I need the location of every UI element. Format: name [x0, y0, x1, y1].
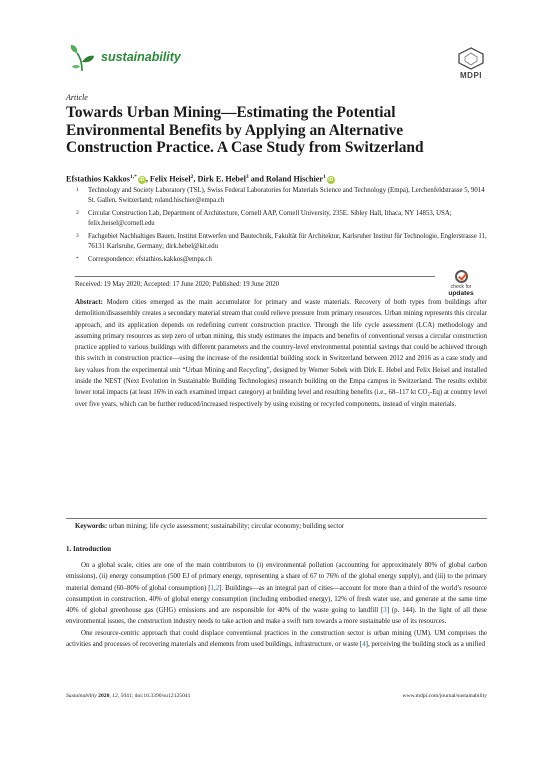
citation-link[interactable]: 2	[215, 584, 220, 592]
check-updates-label: check for	[450, 284, 472, 290]
affiliation-text: Correspondence: efstathios.kakkos@empa.ch	[88, 256, 212, 263]
author-list	[66, 171, 486, 186]
affiliation-number: 1	[76, 187, 79, 193]
footer-volume: 12	[112, 693, 118, 699]
journal-logo-icon	[68, 44, 96, 74]
divider	[66, 518, 487, 519]
article-type: Article	[66, 93, 88, 102]
check-updates-icon	[455, 270, 468, 283]
mdpi-logo-icon	[457, 47, 485, 70]
abstract-label: Abstract:	[75, 299, 103, 306]
author-name[interactable]: , Dirk E. Hebel	[193, 174, 246, 184]
footer-url[interactable]: www.mdpi.com/journal/sustainability	[402, 693, 487, 699]
publisher-name: MDPI	[460, 71, 482, 80]
author-superscript: 1,*	[129, 174, 137, 180]
divider	[75, 276, 435, 277]
footer-citation: Sustainability 2020, 12, 5041; doi:10.3390/su12125041	[66, 693, 191, 699]
abstract	[75, 297, 487, 410]
orcid-icon[interactable]: iD	[328, 176, 334, 183]
affiliation-text: Technology and Society Laboratory (TSL), Swiss Federal Laboratories for Materials Science and Technology (Empa), Lerchenfeldstrasse 5, 9014 St. Gallen, Switzerland; roland.hischier@empa.ch	[88, 187, 485, 205]
paragraph: On a global scale, cities are one of the main contributors to (i) environmental pollution (accounting for approximately 80% of global carbon emissions), (ii) energy consumption (500 EJ of primary energy, representing a share of 67 to 76% of the global energy supply), and (iii) to the primary material demand (60–80% of global consumption) [1,2]. Buildings—as an integral part of cities—account for more than a third of the world’s resource consumption in construction, 40% of global energy consumption (including embodied energy), 12% of fresh water use, and generate at the same time 40% of global greenhouse gas (GHG) emissions and are responsible for 40% of the waste going to landfill [3] (p. 144). In the light of all these environmental issues, the construction industry needs to take action and make a swift turn towards a more sustainable use of its resources.	[66, 562, 487, 626]
keywords-label: Keywords:	[75, 523, 108, 530]
affiliation-number: 2	[76, 210, 79, 216]
author-superscript: 2	[190, 174, 194, 180]
paragraph: One resource-centric approach that could displace conventional practices in the construction sector is urban mining (UM). UM comprises the activities and processes of recovering materials and elements from used buildings, infrastructure, or waste [4], perceiving the building stock as a unified	[66, 629, 487, 649]
author-name[interactable]: , Felix Heisel	[145, 174, 191, 184]
author-name[interactable]: Efstathios Kakkos	[66, 174, 130, 184]
citation-link[interactable]: 1	[210, 584, 214, 592]
affiliation-text: Fachgebiet Nachhaltiges Bauen, Institut Entwerfen und Bautechnik, Fakultät für Architektur, Karlsruher Institut für Technologie, Englerstrasse 11, 76131 Karlsruhe, Germany; dirk.hebel@kit.edu	[88, 233, 487, 251]
footer-journal: Sustainability	[66, 693, 97, 699]
abstract-text: Modern cities emerged as the main accumulator for primary and waste materials. Recovery of both types from buildings after demolition/disassembly creates a secondary material stream that could relieve pressure from primary resources. Urban mining represents this circular approach, and its application depends on redefining current construction practice. Through the life cycle assessment (LCA) methodology and assuming primary resources as step zero of urban mining, this study estimates the impacts and benefits of conventional versus a circular construction practice applied to various buildings with different parameters and the country-level environmental potential savings that could be achieved through this switch in construction practice—using the increase of the residential building stock in Switzerland between 2012 and 2016 as a case study and key values from the experimental unit “Urban Mining and Recycling”, designed by Werner Sobek with Dirk E. Hebel and Felix Heisel and installed inside the NEST (Next Evolution in Sustainable Building Technologies) research building on the Empa campus in Switzerland. The results exhibit lower total impacts (at least 16% in each examined impact category) at building level and resulting benefits (i.e., 68–117 kt CO₂-Eq) at country level over five years, which can be further reduced/increased respectively by using existing or recycled components, instead of virgin materials.	[75, 299, 487, 408]
body-text	[66, 560, 487, 650]
affiliation-number: *	[76, 256, 79, 262]
check-updates-label-bold: updates	[448, 290, 474, 297]
check-for-updates-button[interactable]	[441, 270, 481, 297]
citation-link[interactable]: 3	[383, 607, 387, 615]
article-title: Towards Urban Mining—Estimating the Potential Environmental Benefits by Applying an Alternative Construction Practice. A Case Study from Switzerland	[66, 104, 424, 157]
keywords-text: urban mining; life cycle assessment; sustainability; circular economy; building sector	[107, 523, 345, 530]
affiliation-text: Circular Construction Lab, Department of Architecture, Cornell AAP, Cornell University, 235E. Sibley Hall, Ithaca, NY 14853, USA; felix.heisel@cornell.edu	[88, 210, 452, 228]
section-heading: 1. Introduction	[66, 545, 111, 553]
citation-link[interactable]: 4	[362, 641, 366, 649]
affiliation-number: 3	[76, 233, 79, 239]
orcid-icon[interactable]: iD	[139, 176, 145, 183]
footer-year: 2020	[98, 693, 110, 699]
footer-doi: , 5041; doi:10.3390/su12125041	[117, 693, 191, 699]
publication-dates: Received: 19 May 2020; Accepted: 17 June 2020; Published: 19 June 2020	[75, 281, 280, 288]
author-superscript: 3	[245, 174, 249, 180]
author-superscript: 1	[323, 174, 326, 180]
author-name[interactable]: and Roland Hischier	[248, 174, 324, 184]
keywords	[75, 521, 487, 532]
journal-name: sustainability	[101, 50, 181, 64]
